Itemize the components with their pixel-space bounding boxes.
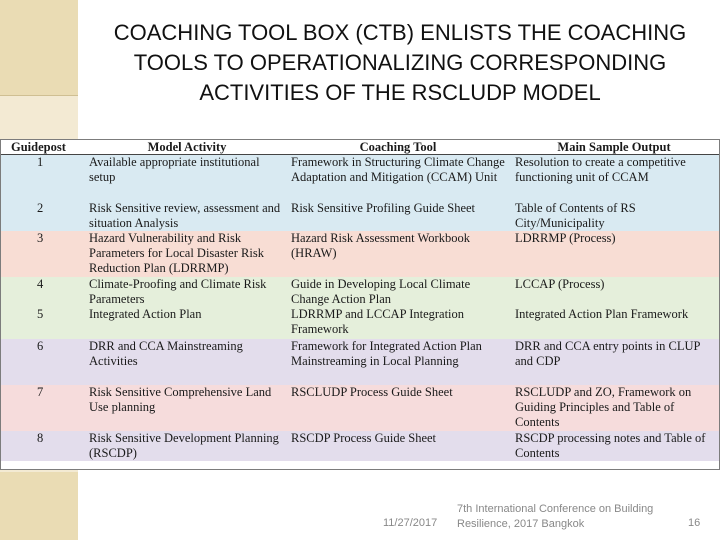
coaching-tool-table bbox=[0, 139, 720, 470]
tool-cell: Guide in Developing Local Climate Change Action Plan bbox=[287, 277, 509, 307]
guidepost-cell: 5 bbox=[1, 307, 87, 339]
guidepost-cell: 1 bbox=[1, 155, 87, 202]
tool-cell: Framework for Integrated Action Plan Mainstreaming in Local Planning bbox=[287, 339, 509, 385]
tool-cell: LDRRMP and LCCAP Integration Framework bbox=[287, 307, 509, 339]
table-row bbox=[1, 307, 719, 339]
guidepost-cell: 6 bbox=[1, 339, 87, 385]
tool-cell: RSCLUDP Process Guide Sheet bbox=[287, 385, 509, 431]
table-row bbox=[1, 385, 719, 431]
output-cell: DRR and CCA entry points in CLUP and CDP bbox=[509, 339, 719, 385]
activity-cell: Risk Sensitive review, assessment and situation Analysis bbox=[87, 201, 287, 231]
footer-page-number: 16 bbox=[688, 517, 701, 529]
table-row bbox=[1, 155, 719, 202]
tool-cell: Framework in Structuring Climate Change Adaptation and Mitigation (CCAM) Unit bbox=[287, 155, 509, 202]
slide-title: COACHING TOOL BOX (CTB) ENLISTS THE COACHING TOOLS TO OPERATIONALIZING CORRESPONDING ACTIVITIES OF THE RSCLUDP MODEL bbox=[113, 20, 687, 105]
table-row bbox=[1, 201, 719, 231]
activity-cell: Risk Sensitive Comprehensive Land Use planning bbox=[87, 385, 287, 431]
output-cell: RSCLUDP and ZO, Framework on Guiding Principles and Table of Contents bbox=[509, 385, 719, 431]
table-row bbox=[1, 231, 719, 277]
activity-cell: Available appropriate institutional setup bbox=[87, 155, 287, 202]
header-main-sample-output: Main Sample Output bbox=[509, 140, 719, 155]
header-model-activity: Model Activity bbox=[87, 140, 287, 155]
activity-cell: Risk Sensitive Development Planning (RSCDP) bbox=[87, 431, 287, 461]
table-row bbox=[1, 339, 719, 385]
output-cell: Integrated Action Plan Framework bbox=[509, 307, 719, 339]
output-cell: Table of Contents of RS City/Municipality bbox=[509, 201, 719, 231]
output-cell: Resolution to create a competitive functioning unit of CCAM bbox=[509, 155, 719, 202]
tool-cell: Hazard Risk Assessment Workbook (HRAW) bbox=[287, 231, 509, 277]
header-guidepost: Guidepost bbox=[1, 140, 87, 155]
guidepost-cell: 7 bbox=[1, 385, 87, 431]
output-cell: LCCAP (Process) bbox=[509, 277, 719, 307]
header-coaching-tool: Coaching Tool bbox=[287, 140, 509, 155]
output-cell: LDRRMP (Process) bbox=[509, 231, 719, 277]
footer-date: 11/27/2017 bbox=[383, 517, 438, 529]
side-strip-top-block bbox=[0, 0, 78, 95]
activity-cell: DRR and CCA Mainstreaming Activities bbox=[87, 339, 287, 385]
tool-cell: RSCDP Process Guide Sheet bbox=[287, 431, 509, 461]
guidepost-cell: 8 bbox=[1, 431, 87, 461]
activity-cell: Integrated Action Plan bbox=[87, 307, 287, 339]
activity-cell: Hazard Vulnerability and Risk Parameters for Local Disaster Risk Reduction Plan (LDRRMP) bbox=[87, 231, 287, 277]
side-strip-bottom-block bbox=[0, 472, 78, 540]
side-strip-divider bbox=[0, 95, 78, 96]
tool-cell: Risk Sensitive Profiling Guide Sheet bbox=[287, 201, 509, 231]
guidepost-cell: 3 bbox=[1, 231, 87, 277]
table-row bbox=[1, 431, 719, 461]
output-cell: RSCDP processing notes and Table of Contents bbox=[509, 431, 719, 461]
activity-cell: Climate-Proofing and Climate Risk Parameters bbox=[87, 277, 287, 307]
footer-conference: 7th International Conference on Building Resilience, 2017 Bangkok bbox=[457, 503, 654, 530]
table-header-row bbox=[1, 140, 719, 155]
guidepost-cell: 2 bbox=[1, 201, 87, 231]
table-row bbox=[1, 277, 719, 307]
guidepost-cell: 4 bbox=[1, 277, 87, 307]
